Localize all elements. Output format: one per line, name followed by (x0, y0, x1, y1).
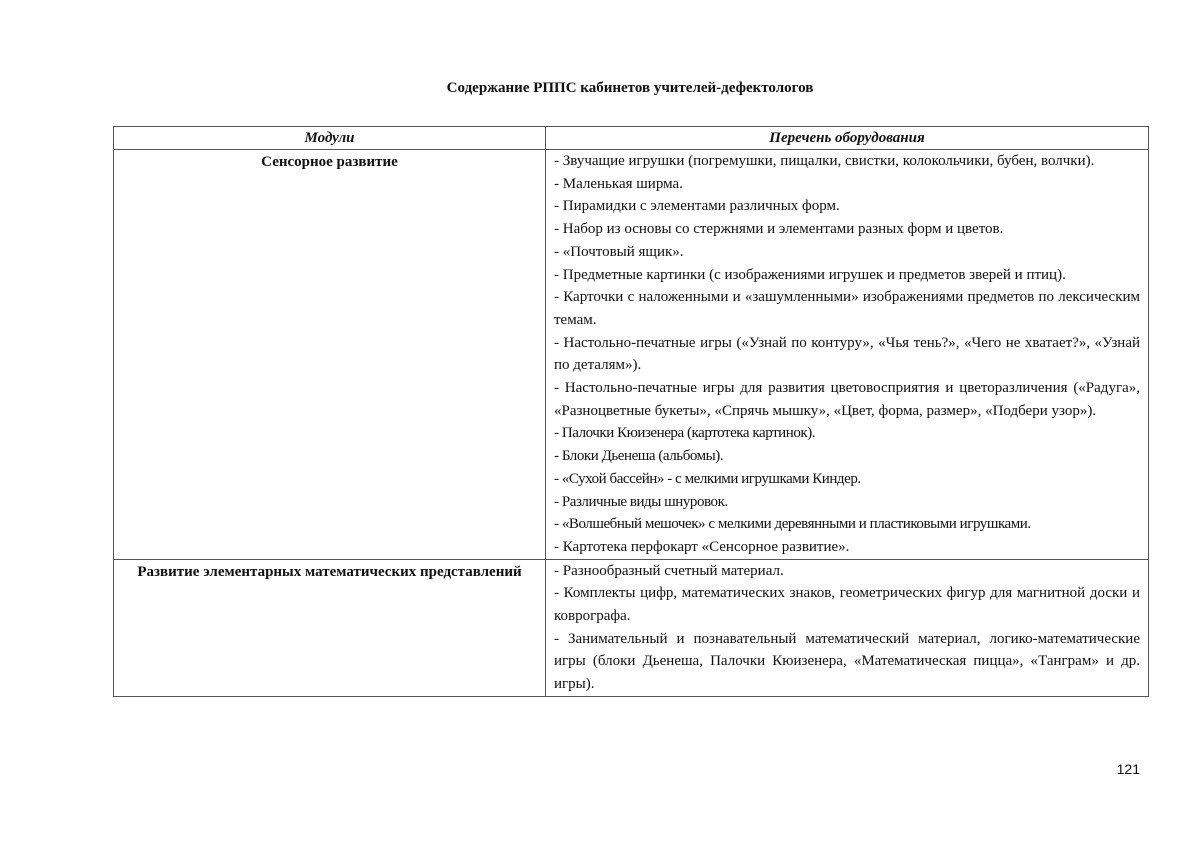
equipment-table (113, 126, 1149, 697)
equipment-item: - Маленькая ширма. (554, 175, 683, 192)
table-header-row (114, 127, 1149, 150)
equipment-item: - Звучащие игрушки (погремушки, пищалки, свистки, колокольчики, бубен, волчки). (554, 153, 1095, 169)
equipment-cell (546, 559, 1149, 696)
equipment-list (554, 560, 1140, 696)
equipment-item: - Настольно-печатные игры для развития цветовосприятия и цветоразличения («Радуга», «Разноцветные букеты», «Спрячь мышку», «Цвет, форма, размер», «Подбери узор»). (554, 380, 1140, 419)
page-title: Содержание РППС кабинетов учителей-дефектологов (446, 80, 814, 96)
equipment-item: - Набор из основы со стержнями и элементами разных форм и цветов. (554, 221, 1004, 238)
equipment-item: - Пирамидки с элементами различных форм. (554, 198, 840, 215)
equipment-item: - Настольно-печатные игры («Узнай по контуру», «Чья тень?», «Чего не хватает?», «Узнай по деталям»). (554, 334, 1140, 374)
table-row (114, 559, 1149, 696)
module-cell: Сенсорное развитие (114, 150, 546, 560)
column-header-modules: Модули (114, 127, 546, 150)
equipment-item: - Палочки Кюизенера (картотека картинок). (554, 425, 816, 442)
table-row (114, 150, 1149, 560)
equipment-item: - «Почтовый ящик». (554, 243, 684, 260)
equipment-item: - Занимательный и познавательный математический материал, логико-математические игры (блоки Дьенеша, Палочки Кюизенера, «Математическая пицца», «Танграм» и др. игры). (554, 630, 1140, 693)
page-number: 121 (1116, 761, 1140, 777)
equipment-list (554, 150, 1140, 559)
equipment-item: - Комплекты цифр, математических знаков, геометрических фигур для магнитной доски и коврографа. (554, 585, 1140, 625)
equipment-item: - «Волшебный мешочек» с мелкими деревянными и пластиковыми игрушками. (554, 516, 1031, 533)
equipment-item: - «Сухой бассейн» - с мелкими игрушками Киндер. (554, 470, 861, 487)
equipment-item: - Карточки с наложенными и «зашумленными» изображениями предметов по лексическим темам. (554, 289, 1140, 328)
equipment-item: - Блоки Дьенеша (альбомы). (554, 448, 724, 465)
equipment-cell (546, 150, 1149, 560)
equipment-item: - Различные виды шнуровок. (554, 493, 728, 510)
equipment-item: - Предметные картинки (с изображениями игрушек и предметов зверей и птиц). (554, 266, 1066, 283)
equipment-item: - Картотека перфокарт «Сенсорное развитие». (554, 538, 850, 555)
module-cell: Развитие элементарных математических представлений (114, 559, 546, 696)
column-header-equipment: Перечень оборудования (546, 127, 1149, 150)
equipment-item: - Разнообразный счетный материал. (554, 562, 784, 579)
